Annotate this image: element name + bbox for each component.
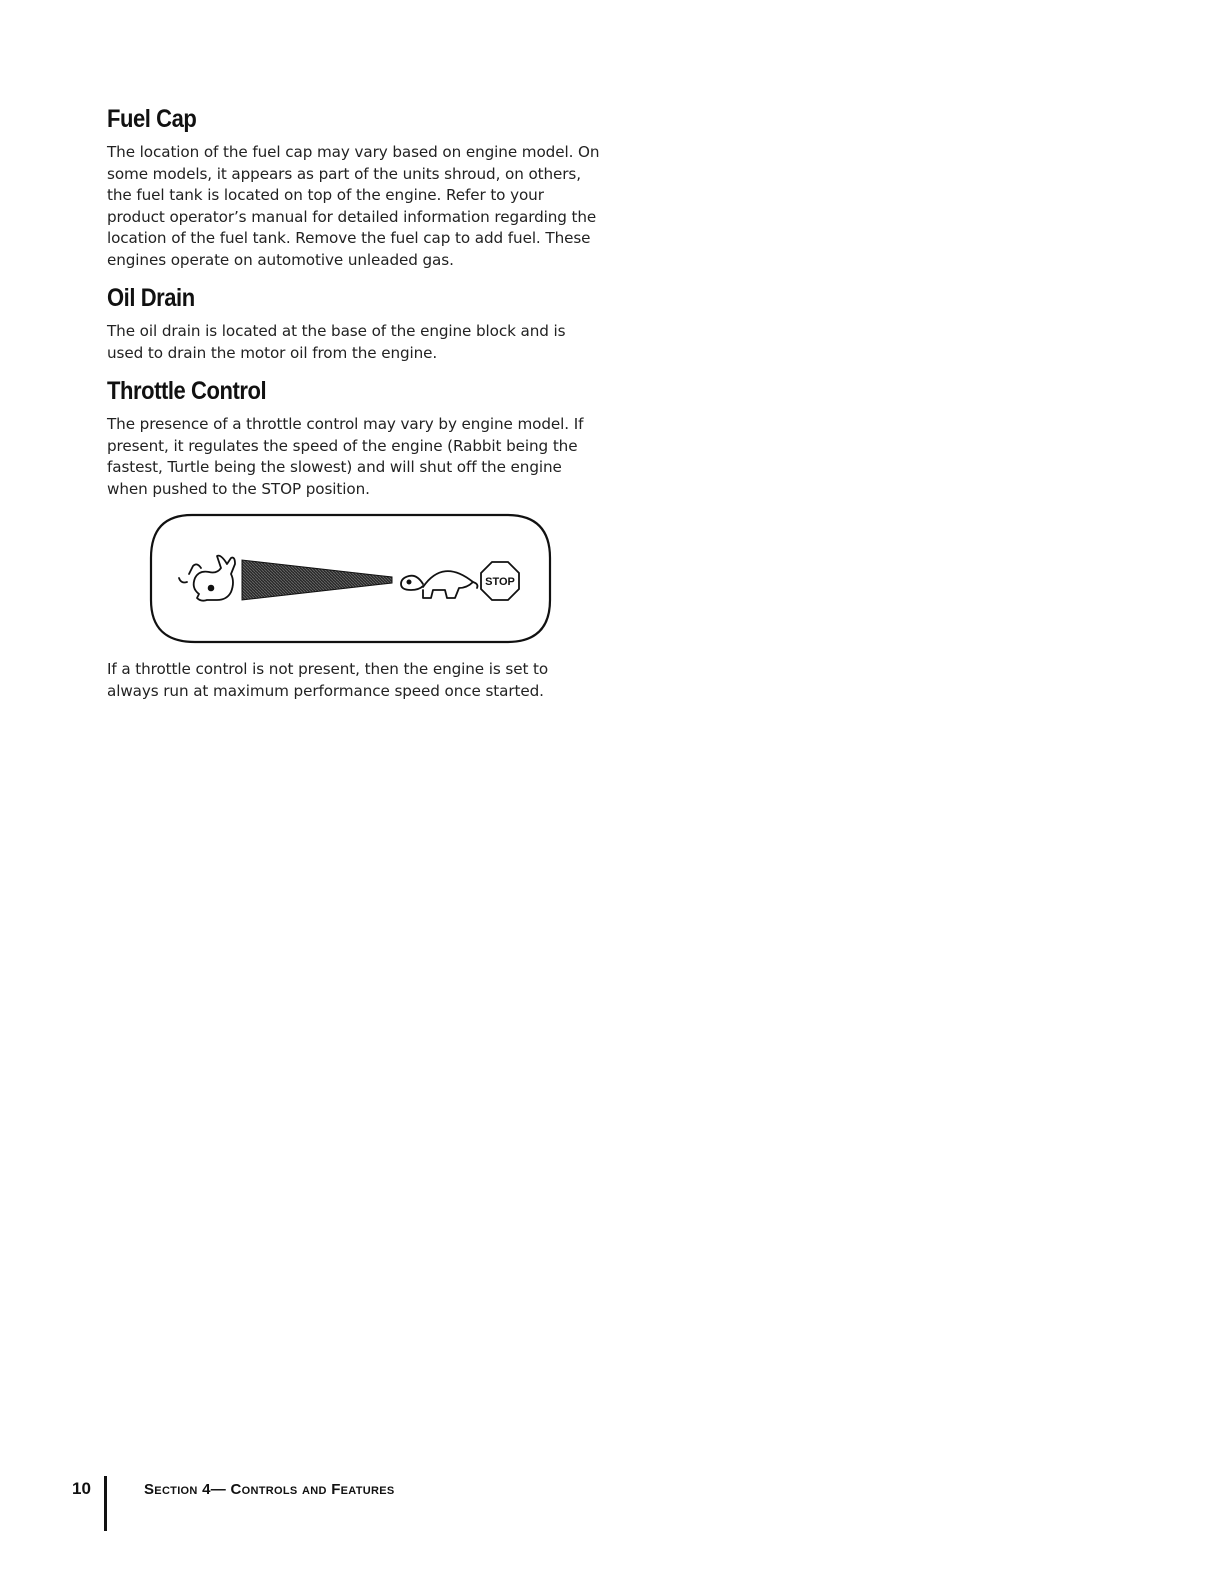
- footer-section-label: Section 4— Controls and Features: [144, 1481, 395, 1498]
- stop-sign-icon: [481, 562, 519, 600]
- throttle-diagram-graphic: [147, 512, 557, 647]
- main-content: [107, 104, 602, 714]
- footer-divider: [104, 1476, 107, 1531]
- heading-fuel-cap: Fuel Cap: [107, 105, 197, 133]
- paragraph-no-throttle: If a throttle control is not present, then the engine is set to always run at maximum performance speed once started.: [107, 660, 549, 700]
- speed-wedge: [242, 560, 392, 600]
- paragraph-throttle-control: The presence of a throttle control may vary by engine model. If present, it regulates the speed of the engine (Rabbit being the fastest, Turtle being the slowest) and will shut off the engine when pushed to the STOP position.: [107, 415, 584, 498]
- turtle-icon: [401, 571, 478, 598]
- page-number: 10: [72, 1479, 91, 1498]
- rabbit-icon: [179, 556, 235, 601]
- heading-oil-drain: Oil Drain: [107, 284, 195, 312]
- stop-sign-label: STOP: [485, 576, 515, 588]
- paragraph-fuel-cap: The location of the fuel cap may vary based on engine model. On some models, it appears as part of the units shroud, on others, the fuel tank is located on top of the engine. Refer to your product operator’s manual for detailed information regarding the location of the fuel tank. Remove the fuel cap to add fuel. These engines operate on automotive unleaded gas.: [107, 143, 600, 269]
- heading-throttle-control: Throttle Control: [107, 377, 267, 405]
- throttle-diagram: [147, 512, 557, 647]
- paragraph-oil-drain: The oil drain is located at the base of the engine block and is used to drain the motor oil from the engine.: [107, 322, 566, 362]
